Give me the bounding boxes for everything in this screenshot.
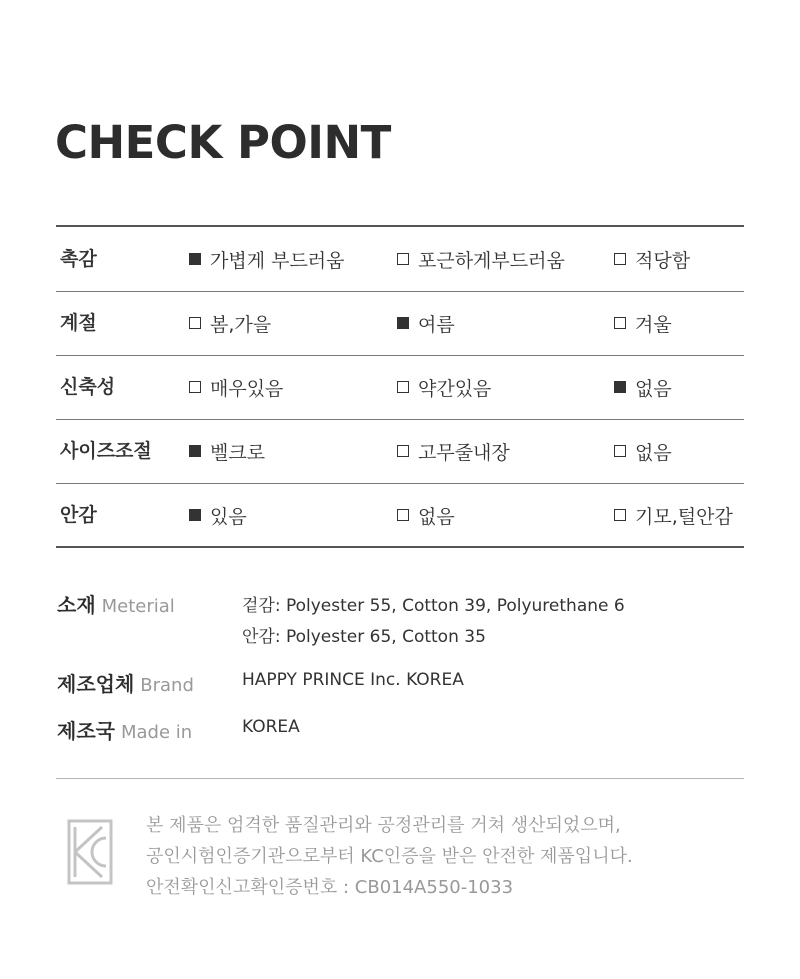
origin-label: 제조국 Made in [57,719,193,743]
checkbox-icon [397,509,409,521]
checkpoint-row-elasticity [56,356,744,418]
checkpoint-row-size-adjust [56,420,744,482]
checkbox-icon [397,253,409,265]
checkpoint-row-season [56,292,744,354]
option: 고무줄내장 [397,420,510,482]
origin-value: KOREA [242,717,300,737]
brand-label: 제조업체 Brand [57,672,194,696]
cert-notice-line: 공인시험인증기관으로부터 KC인증을 받은 안전한 제품입니다. [146,846,633,867]
checkbox-icon [397,317,409,329]
checkbox-icon [614,317,626,329]
cert-number: 안전확인신고확인증번호 : CB014A550-1033 [146,877,514,898]
option: 여름 [397,292,455,354]
material-outer-value: 겉감: Polyester 55, Cotton 39, Polyurethane 6 [242,596,625,616]
checkbox-icon [189,445,201,457]
option: 봄,가을 [189,292,271,354]
option: 없음 [614,420,672,482]
kc-mark-icon [66,818,114,886]
checkbox-icon [189,381,201,393]
checkbox-icon [397,445,409,457]
section-divider [56,778,744,779]
checkbox-icon [614,253,626,265]
checkbox-icon [614,381,626,393]
checkpoint-row-touch [56,228,744,290]
option: 포근하게부드러움 [397,228,565,290]
checkbox-icon [614,509,626,521]
brand-value: HAPPY PRINCE Inc. KOREA [242,670,464,690]
option: 약간있음 [397,356,491,418]
option: 벨크로 [189,420,265,482]
checkpoint-row-lining [56,484,744,546]
option: 없음 [614,356,672,418]
option: 기모,털안감 [614,484,733,546]
row-label: 촉감 [60,248,97,270]
checkbox-icon [189,509,201,521]
row-label: 신축성 [60,376,116,398]
material-lining-value: 안감: Polyester 65, Cotton 35 [242,627,486,647]
row-label: 안감 [60,504,97,526]
option: 가볍게 부드러움 [189,228,345,290]
row-label: 계절 [60,312,97,334]
option: 적당함 [614,228,690,290]
option: 없음 [397,484,455,546]
option: 겨울 [614,292,672,354]
checkbox-icon [614,445,626,457]
table-bottom-rule [56,546,744,548]
page-title: CHECK POINT [55,116,391,169]
row-label: 사이즈조절 [60,440,152,462]
material-label: 소재 Meterial [57,593,175,617]
checkbox-icon [397,381,409,393]
option: 있음 [189,484,247,546]
checkbox-icon [189,317,201,329]
option: 매우있음 [189,356,283,418]
cert-notice-line: 본 제품은 엄격한 품질관리와 공정관리를 거쳐 생산되었으며, [146,815,621,836]
table-top-rule [56,225,744,227]
checkbox-icon [189,253,201,265]
